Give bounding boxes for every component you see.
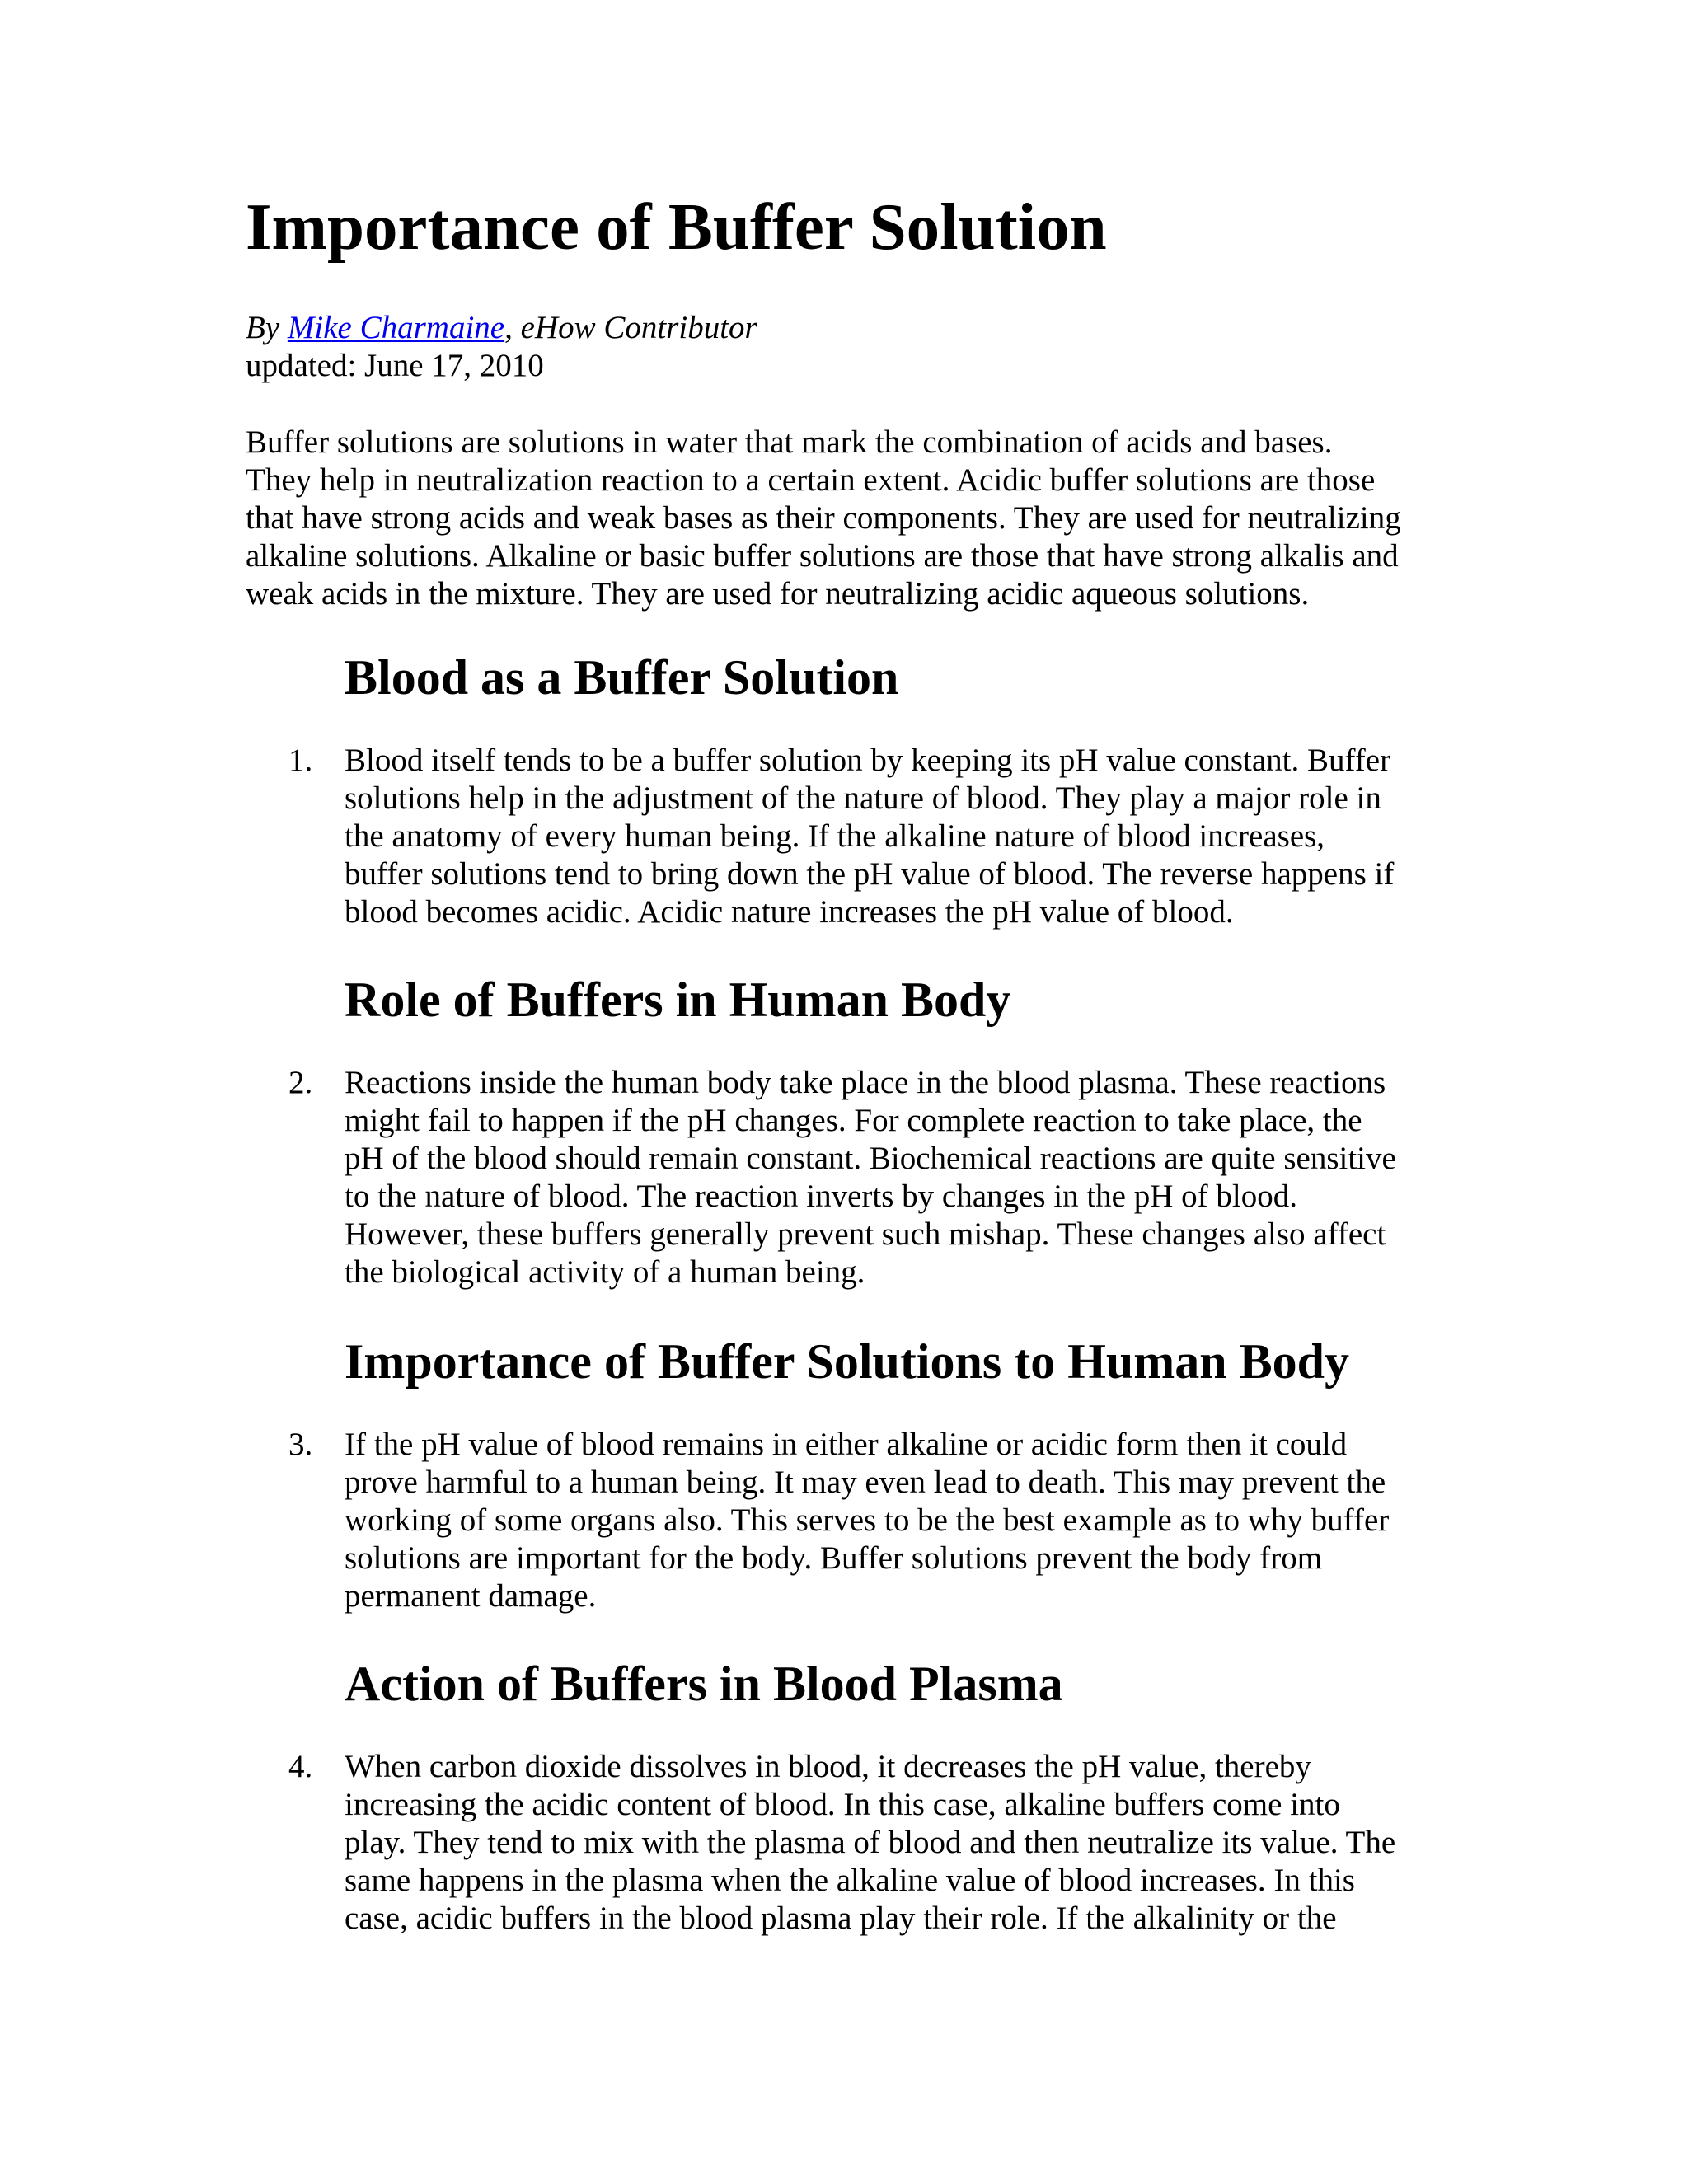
author-link[interactable]: Mike Charmaine [287, 310, 505, 345]
text-line: solutions help in the adjustment of the nature of blood. They play a major role in [345, 780, 1381, 816]
text-line: increasing the acidic content of blood. In this case, alkaline buffers come into [345, 1787, 1340, 1822]
text-line: the biological activity of a human being. [345, 1254, 865, 1290]
text-line: buffer solutions tend to bring down the pH value of blood. The reverse happens if [345, 856, 1395, 892]
list-item-text [345, 1064, 1465, 1291]
text-line: If the pH value of blood remains in either alkaline or acidic form then it could [345, 1427, 1348, 1462]
updated-date: updated: June 17, 2010 [246, 348, 544, 383]
byline-prefix: By [246, 310, 288, 345]
section-heading: Blood as a Buffer Solution [345, 650, 899, 705]
text-line: to the nature of blood. The reaction inverts by changes in the pH of blood. [345, 1179, 1297, 1214]
intro-paragraph [246, 424, 1457, 613]
intro-line: that have strong acids and weak bases as their components. They are used for neutralizing [246, 500, 1401, 536]
list-item-number: 3. [288, 1427, 313, 1462]
article-title: Importance of Buffer Solution [246, 190, 1107, 264]
list-item-number: 2. [288, 1065, 313, 1100]
text-line: working of some organs also. This serves to be the best example as to why buffer [345, 1502, 1390, 1538]
text-line: prove harmful to a human being. It may even lead to death. This may prevent the [345, 1465, 1386, 1500]
text-line: Blood itself tends to be a buffer solution by keeping its pH value constant. Buffer [345, 743, 1391, 778]
section-heading: Role of Buffers in Human Body [345, 972, 1011, 1027]
byline [246, 309, 757, 347]
text-line: When carbon dioxide dissolves in blood, it decreases the pH value, thereby [345, 1749, 1311, 1784]
section-heading: Importance of Buffer Solutions to Human Body [345, 1334, 1349, 1389]
section-heading: Action of Buffers in Blood Plasma [345, 1657, 1063, 1711]
text-line: case, acidic buffers in the blood plasma play their role. If the alkalinity or the [345, 1900, 1337, 1936]
text-line: permanent damage. [345, 1578, 597, 1614]
list-item-number: 1. [288, 743, 313, 778]
list-item-text [345, 1426, 1465, 1615]
list-item-number: 4. [288, 1749, 313, 1784]
text-line: same happens in the plasma when the alkaline value of blood increases. In this [345, 1863, 1355, 1898]
text-line: the anatomy of every human being. If the alkaline nature of blood increases, [345, 818, 1325, 854]
text-line: However, these buffers generally prevent such mishap. These changes also affect [345, 1216, 1386, 1252]
byline-suffix: , eHow Contributor [504, 310, 757, 345]
intro-line: alkaline solutions. Alkaline or basic buffer solutions are those that have strong alkalis and [246, 538, 1399, 574]
list-item-text [345, 1748, 1465, 1938]
intro-line: Buffer solutions are solutions in water that mark the combination of acids and bases. [246, 424, 1333, 460]
text-line: pH of the blood should remain constant. Biochemical reactions are quite sensitive [345, 1141, 1396, 1176]
text-line: Reactions inside the human body take place in the blood plasma. These reactions [345, 1065, 1386, 1100]
text-line: play. They tend to mix with the plasma of blood and then neutralize its value. The [345, 1825, 1396, 1860]
text-line: blood becomes acidic. Acidic nature increases the pH value of blood. [345, 894, 1234, 930]
intro-line: They help in neutralization reaction to a certain extent. Acidic buffer solutions are those [246, 462, 1376, 498]
list-item-text [345, 742, 1465, 931]
text-line: solutions are important for the body. Buffer solutions prevent the body from [345, 1540, 1323, 1576]
text-line: might fail to happen if the pH changes. For complete reaction to take place, the [345, 1103, 1362, 1138]
intro-line: weak acids in the mixture. They are used for neutralizing acidic aqueous solutions. [246, 576, 1310, 612]
